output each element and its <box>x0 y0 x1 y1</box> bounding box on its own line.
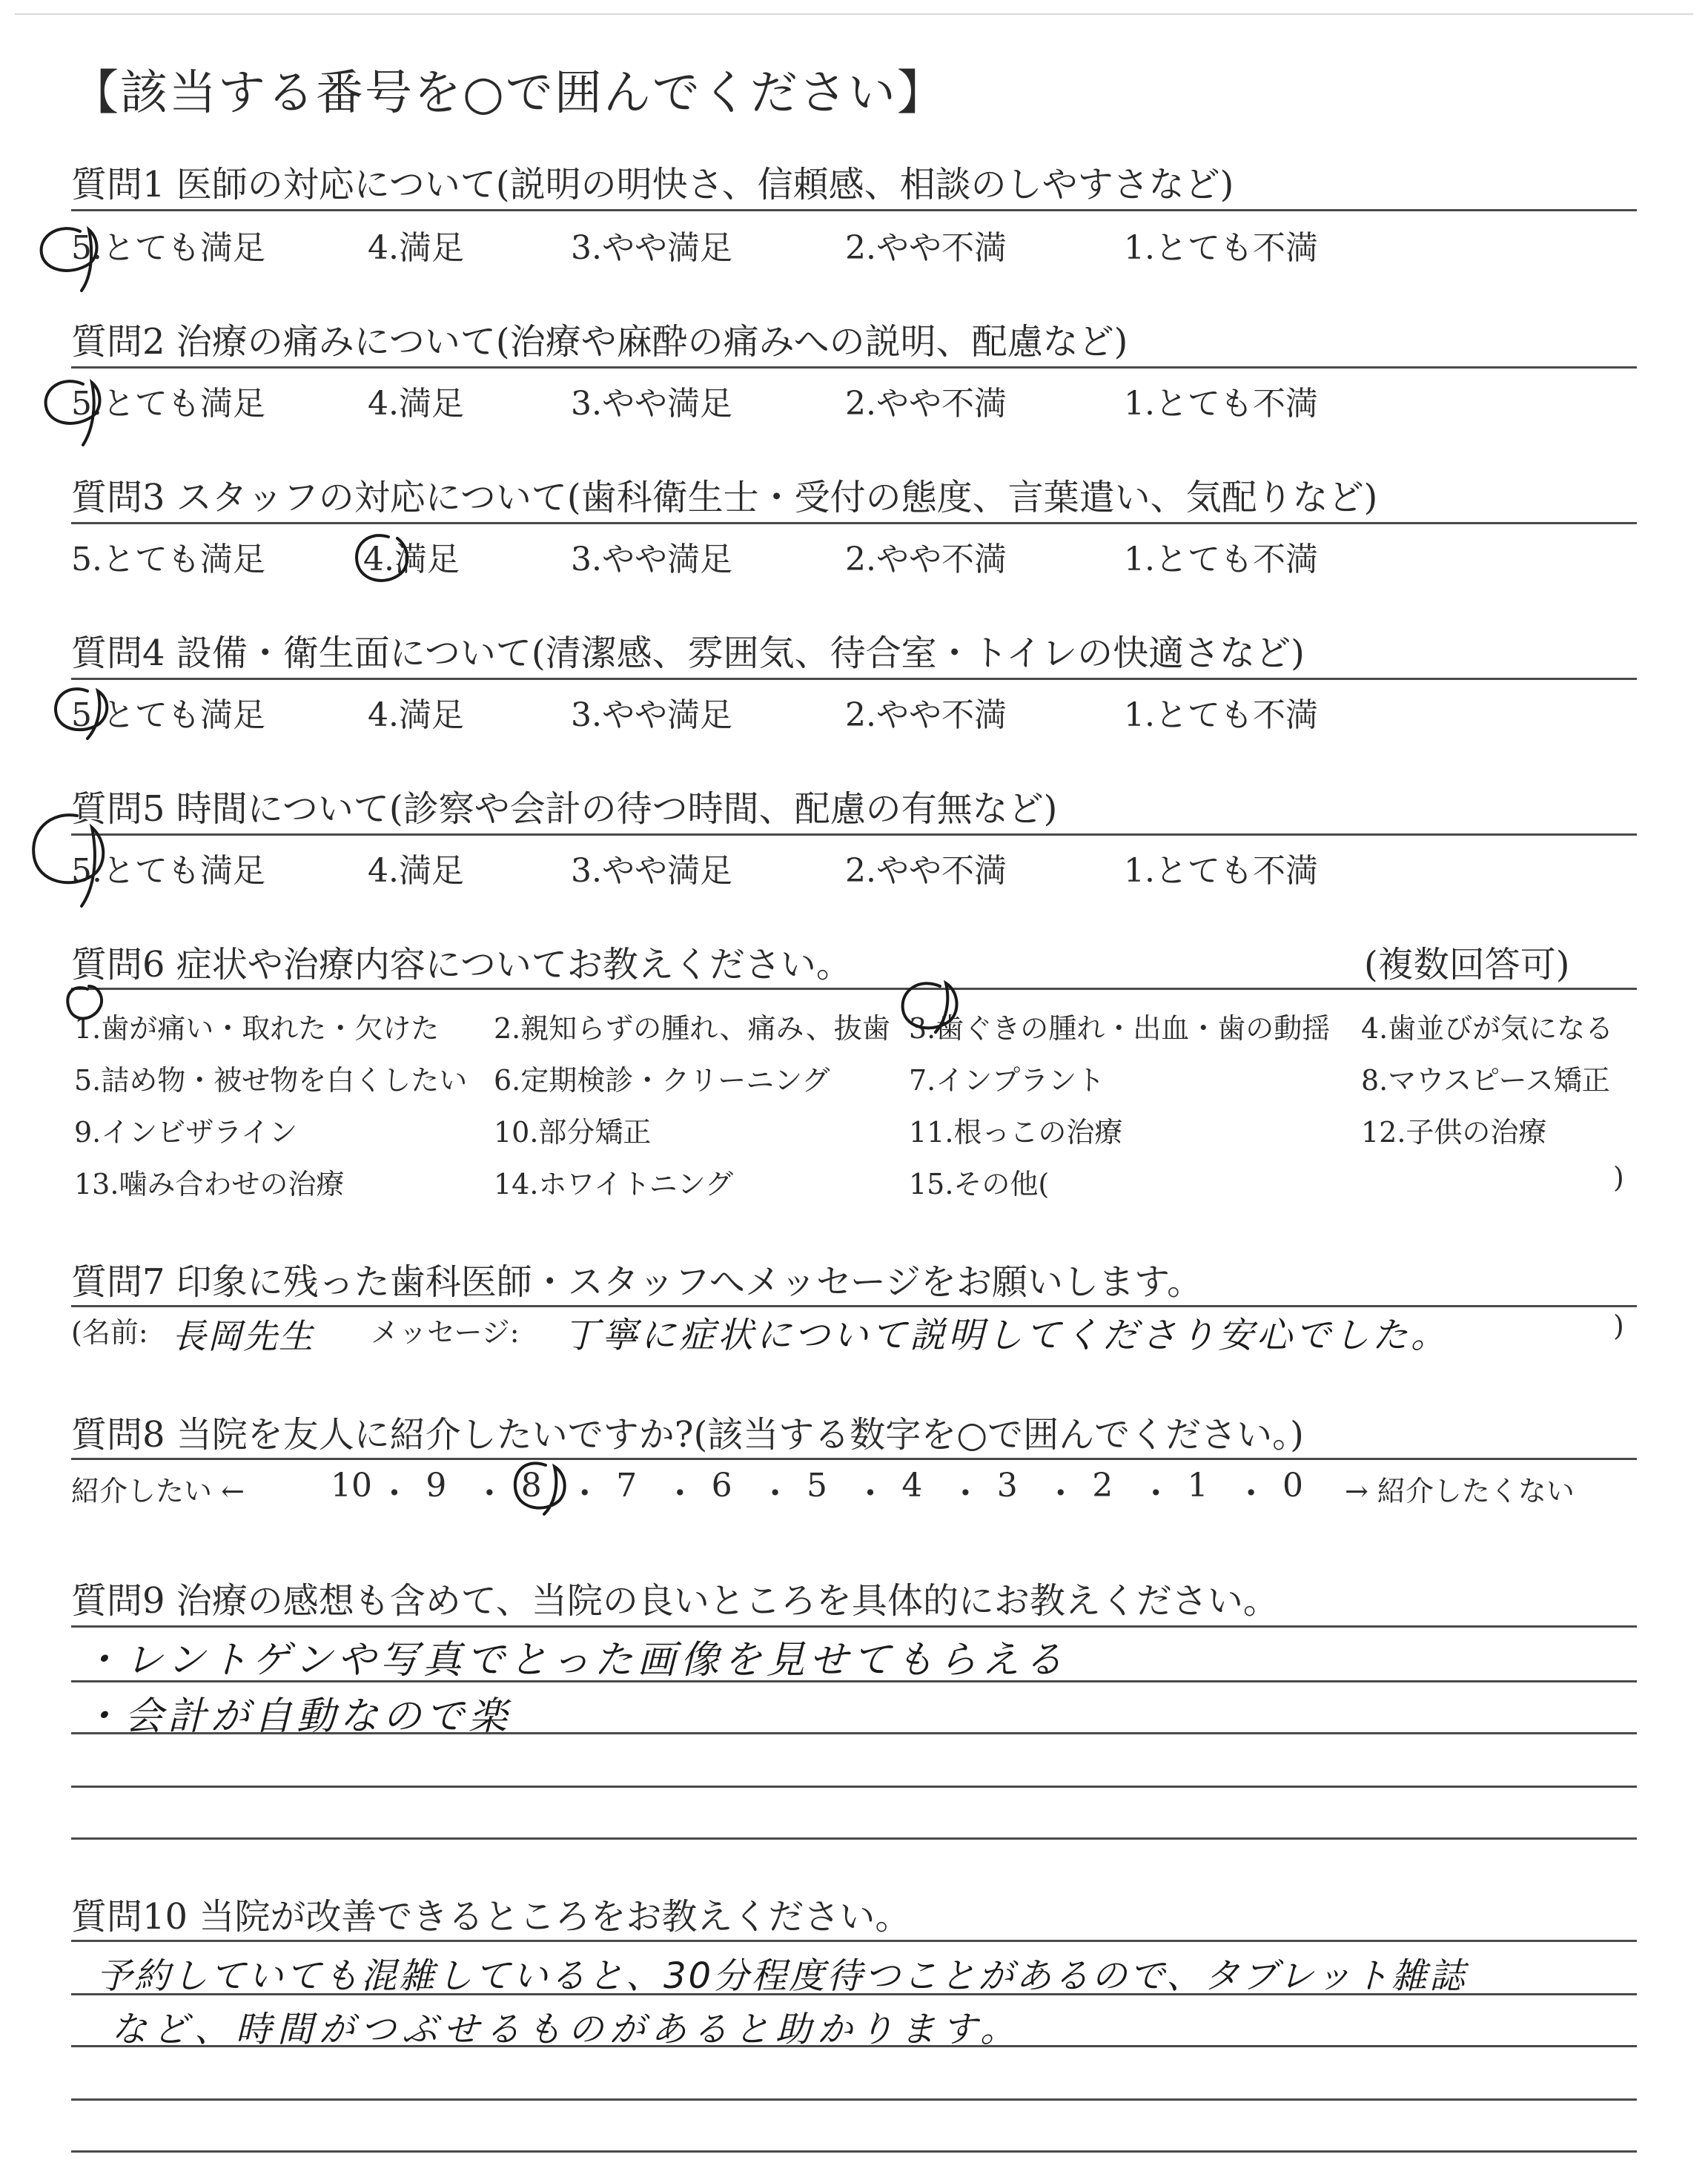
form-header: 【該当する番号を○で囲んでください】 <box>71 66 946 121</box>
q5-option-4[interactable]: 4.満足 <box>368 852 464 890</box>
q6-item3-circle-mark <box>903 983 957 1032</box>
q3-option-5[interactable]: 5.とても満足 <box>71 541 265 578</box>
q5-option-5[interactable]: 5.とても満足 <box>71 852 265 890</box>
q2-option-4[interactable]: 4.満足 <box>368 385 464 423</box>
q4-option-1[interactable]: 1.とても不満 <box>1124 696 1318 734</box>
q1-circle-mark <box>42 228 97 291</box>
q8-scale-separator: ・ <box>1044 1475 1077 1513</box>
q6-item-1[interactable]: 1.歯が痛い・取れた・欠けた <box>74 1012 440 1045</box>
q2-circle-mark <box>46 381 100 445</box>
q5-option-2[interactable]: 2.やや不満 <box>845 852 1007 890</box>
q6-item-13[interactable]: 13.噛み合わせの治療 <box>74 1168 345 1200</box>
q8-scale-5[interactable]: 5 <box>807 1467 827 1505</box>
q6-item-11[interactable]: 11.根っこの治療 <box>909 1116 1123 1149</box>
q8-scale-3[interactable]: 3 <box>996 1467 1018 1505</box>
q6-item-2[interactable]: 2.親知らずの腫れ、痛み、抜歯 <box>494 1012 890 1045</box>
q6-item-10[interactable]: 10.部分矯正 <box>494 1116 652 1149</box>
q7-name-value[interactable]: 長岡先生 <box>172 1316 314 1356</box>
q6-item-15-close: ) <box>1613 1161 1624 1194</box>
q8-scale-separator: ・ <box>854 1475 887 1513</box>
q9-answer-2[interactable]: ・会計が自動なので楽 <box>82 1694 512 1739</box>
q4-option-3[interactable]: 3.やや満足 <box>571 696 732 734</box>
q8-scale-7[interactable]: 7 <box>616 1467 638 1505</box>
q8-scale-separator: ・ <box>758 1475 792 1513</box>
q8-scale-0[interactable]: 0 <box>1282 1467 1303 1505</box>
question-4-title: 質問4 設備・衛生面について(清潔感、雰囲気、待合室・トイレの快適さなど) <box>71 633 1305 674</box>
q5-circle-mark <box>33 815 103 906</box>
q8-scale-separator: ・ <box>1139 1475 1173 1513</box>
q8-left-label: 紹介したい ← <box>71 1475 245 1507</box>
q3-circle-mark <box>357 535 407 581</box>
q5-option-1[interactable]: 1.とても不満 <box>1124 852 1318 890</box>
question-2-title: 質問2 治療の痛みについて(治療や麻酔の痛みへの説明、配慮など) <box>71 321 1128 363</box>
q4-circle-mark <box>56 689 107 739</box>
q8-scale-separator: ・ <box>473 1475 506 1513</box>
question-1-title: 質問1 医師の対応について(説明の明快さ、信頼感、相談のしやすさなど) <box>71 164 1234 205</box>
q1-option-3[interactable]: 3.やや満足 <box>571 229 732 267</box>
q8-scale-separator: ・ <box>949 1475 982 1513</box>
q2-option-2[interactable]: 2.やや不満 <box>845 385 1007 423</box>
q1-option-5[interactable]: 5.とても満足 <box>71 229 265 267</box>
q7-close-paren: ) <box>1613 1309 1624 1342</box>
q8-circle-mark <box>515 1463 565 1514</box>
q8-scale-6[interactable]: 6 <box>711 1467 732 1505</box>
q7-name-label: (名前: <box>71 1316 148 1349</box>
question-6-title: 質問6 症状や治療内容についてお教えください。 <box>71 944 852 985</box>
q3-option-3[interactable]: 3.やや満足 <box>571 541 732 578</box>
q1-option-4[interactable]: 4.満足 <box>368 229 464 267</box>
q3-option-1[interactable]: 1.とても不満 <box>1124 541 1318 578</box>
q6-item-15[interactable]: 15.その他( <box>909 1168 1050 1200</box>
q8-scale-2[interactable]: 2 <box>1092 1467 1113 1505</box>
q8-scale-1[interactable]: 1 <box>1187 1467 1208 1505</box>
q9-answer-1[interactable]: ・レントゲンや写真でとった画像を見せてもらえる <box>82 1638 1068 1682</box>
q1-option-1[interactable]: 1.とても不満 <box>1124 229 1318 267</box>
q6-item1-circle-mark <box>67 986 102 1018</box>
q1-option-2[interactable]: 2.やや不満 <box>845 229 1007 267</box>
question-9-title: 質問9 治療の感想も含めて、当院の良いところを具体的にお教えください。 <box>71 1580 1279 1622</box>
q6-item-14[interactable]: 14.ホワイトニング <box>494 1168 734 1200</box>
q5-option-3[interactable]: 3.やや満足 <box>571 852 732 890</box>
q7-message-label: メッセージ: <box>371 1316 520 1349</box>
q6-item-12[interactable]: 12.子供の治療 <box>1361 1116 1547 1149</box>
q4-option-4[interactable]: 4.満足 <box>368 696 464 734</box>
q6-item-8[interactable]: 8.マウスピース矯正 <box>1361 1064 1610 1097</box>
q6-item-5[interactable]: 5.詰め物・被せ物を白くしたい <box>74 1064 468 1097</box>
q2-option-5[interactable]: 5.とても満足 <box>71 385 265 423</box>
q3-option-4[interactable]: 4.満足 <box>363 541 460 578</box>
q8-scale-10[interactable]: 10 <box>331 1467 372 1505</box>
q8-right-label: → 紹介したくない <box>1345 1475 1575 1507</box>
q7-message-value[interactable]: 丁寧に症状について説明してくださり安心でした。 <box>563 1315 1450 1356</box>
q10-answer-1[interactable]: 予約していても混雑していると、30分程度待つことがあるので、タブレット雑誌 <box>96 1955 1467 1997</box>
q2-option-1[interactable]: 1.とても不満 <box>1124 385 1318 423</box>
q6-item-7[interactable]: 7.インプラント <box>909 1064 1105 1097</box>
q8-scale-separator: ・ <box>1234 1475 1268 1513</box>
q3-option-2[interactable]: 2.やや不満 <box>845 541 1007 578</box>
q2-option-3[interactable]: 3.やや満足 <box>571 385 732 423</box>
q6-item-4[interactable]: 4.歯並びが気になる <box>1361 1012 1614 1045</box>
question-10-title: 質問10 当院が改善できるところをお教えください。 <box>71 1896 911 1938</box>
q8-scale-separator: ・ <box>568 1475 601 1513</box>
q8-scale-9[interactable]: 9 <box>426 1467 447 1505</box>
q4-option-5[interactable]: 5.とても満足 <box>71 696 265 734</box>
question-6-note: (複数回答可) <box>1364 944 1570 985</box>
q8-scale-separator: ・ <box>663 1475 697 1513</box>
question-5-title: 質問5 時間について(診察や会計の待つ時間、配慮の有無など) <box>71 788 1058 830</box>
q6-item-3[interactable]: 3.歯ぐきの腫れ・出血・歯の動揺 <box>909 1012 1331 1045</box>
q8-scale-8[interactable]: 8 <box>520 1467 542 1505</box>
q8-scale-separator: ・ <box>378 1475 411 1513</box>
q10-answer-2[interactable]: など、時間がつぶせるものがあると助かります。 <box>111 2009 1022 2050</box>
q6-item-6[interactable]: 6.定期検診・クリーニング <box>494 1064 830 1097</box>
question-3-title: 質問3 スタッフの対応について(歯科衛生士・受付の態度、言葉遣い、気配りなど) <box>71 477 1378 518</box>
question-7-title: 質問7 印象に残った歯科医師・スタッフへメッセージをお願いします。 <box>71 1261 1203 1303</box>
question-8-title: 質問8 当院を友人に紹介したいですか?(該当する数字を○で囲んでください。) <box>71 1414 1304 1456</box>
q6-item-9[interactable]: 9.インビザライン <box>74 1116 298 1149</box>
q4-option-2[interactable]: 2.やや不満 <box>845 696 1007 734</box>
q8-scale-4[interactable]: 4 <box>901 1467 923 1505</box>
